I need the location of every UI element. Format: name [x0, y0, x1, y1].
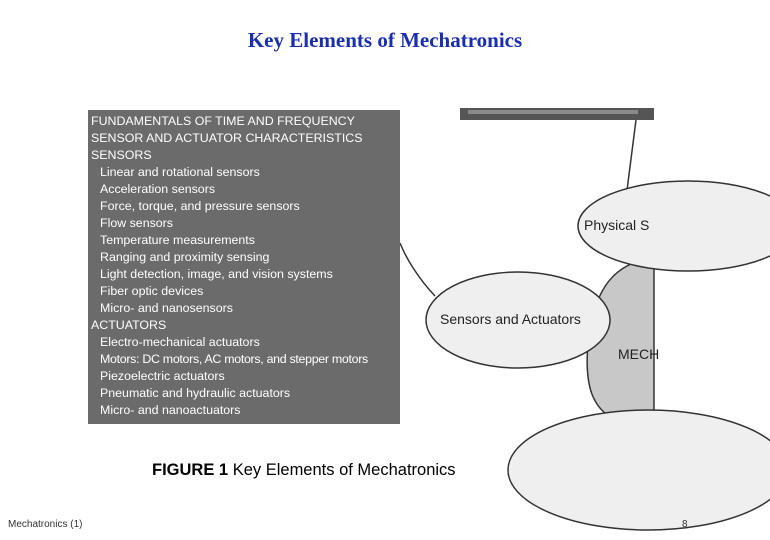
topic-item: Piezoelectric actuators — [100, 369, 225, 383]
topic-item: Electro-mechanical actuators — [100, 335, 260, 349]
topic-panel — [88, 110, 400, 424]
topic-item: Ranging and proximity sensing — [100, 250, 270, 264]
figure-caption — [152, 461, 456, 480]
topic-item: Temperature measurements — [100, 233, 255, 247]
topic-item: FUNDAMENTALS OF TIME AND FREQUENCY — [91, 114, 355, 128]
topic-item: ACTUATORS — [91, 318, 167, 332]
topic-item: Light detection, image, and vision systems — [100, 267, 333, 281]
topic-item: SENSOR AND ACTUATOR CHARACTERISTICS — [91, 131, 363, 145]
connector-sensors-to-panel — [400, 243, 435, 296]
topic-item: Force, torque, and pressure sensors — [100, 199, 300, 213]
topic-item: SENSORS — [91, 148, 152, 162]
footer-course-label: Mechatronics (1) — [8, 519, 83, 530]
mechatronics-center-label: MECH — [618, 346, 660, 362]
top-header-ghost-text — [468, 110, 638, 114]
topic-item: Micro- and nanosensors — [100, 301, 233, 315]
physical-systems-label: Physical S — [584, 217, 650, 233]
sensors-actuators-label: Sensors and Actuators — [440, 311, 581, 327]
topic-item: Fiber optic devices — [100, 284, 204, 298]
mechatronics-figure — [88, 98, 660, 430]
caption-text: Key Elements of Mechatronics — [232, 461, 456, 479]
page-number: 8 — [682, 519, 688, 530]
topic-item: Linear and rotational sensors — [100, 165, 260, 179]
topic-item: Pneumatic and hydraulic actuators — [100, 386, 291, 400]
topic-item: Flow sensors — [100, 216, 173, 230]
topic-item: Motors: DC motors, AC motors, and stepper motors — [100, 352, 368, 366]
slide-title: Key Elements of Mechatronics — [247, 28, 523, 52]
topic-item: Micro- and nanoactuators — [100, 403, 241, 417]
caption-label: FIGURE 1 — [152, 461, 229, 479]
bottom-oval — [508, 410, 770, 530]
topic-item: Acceleration sensors — [100, 182, 216, 196]
